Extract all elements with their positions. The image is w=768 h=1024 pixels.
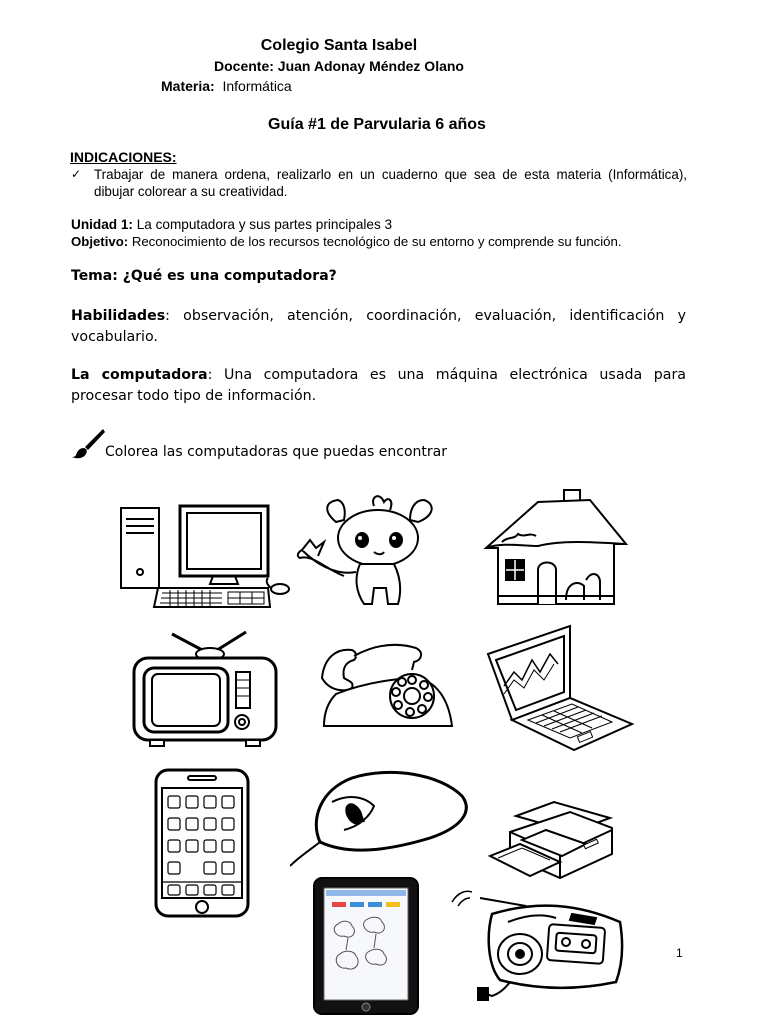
teacher-name: Docente: Juan Adonay Méndez Olano	[214, 58, 464, 74]
guide-title: Guía #1 de Parvularia 6 años	[268, 116, 486, 133]
school-name: Colegio Santa Isabel	[260, 37, 418, 54]
objective-text: Reconocimiento de los recursos tecnológico de su entorno y comprende su función.	[131, 234, 622, 249]
computer-definition	[71, 365, 686, 407]
subject-value: Informática	[222, 78, 292, 94]
unit-label: Unidad 1:	[71, 217, 133, 232]
topic-text: : ¿Qué es una computadora?	[112, 268, 337, 284]
computer-mouse-image	[290, 770, 472, 870]
subject-line	[161, 78, 292, 94]
skills-text: : observación, atención, coordinación, evaluación, identificación y vocabulario.	[71, 308, 686, 345]
objective-line	[71, 233, 622, 250]
cartoon-cat-image	[294, 492, 454, 614]
skills-paragraph	[71, 306, 686, 348]
subject-label: Materia:	[161, 78, 215, 94]
rotary-telephone-image	[316, 638, 456, 734]
computer-label: La computadora	[71, 367, 208, 383]
indication-text: Trabajar de manera ordena, realizarlo en un cuaderno que sea de esta materia (Informática), dibujar colorear a su creatividad.	[94, 167, 687, 199]
objective-label: Objetivo:	[71, 234, 129, 249]
radio-cassette-image	[448, 886, 630, 1004]
computer-text: : Una computadora es una máquina electrónica usada para procesar todo tipo de información.	[71, 367, 686, 404]
indications-heading: INDICACIONES:	[70, 149, 177, 165]
laptop-image	[484, 624, 636, 752]
activity-instruction: Colorea las computadoras que puedas encontrar	[105, 444, 447, 460]
television-image	[128, 628, 280, 748]
printer-image	[486, 800, 620, 882]
indication-item	[71, 166, 687, 200]
paintbrush-icon	[72, 427, 106, 459]
skills-label: Habilidades	[71, 308, 166, 324]
page-number: 1	[676, 946, 683, 960]
smartphone-image	[150, 766, 254, 922]
unit-text: La computadora y sus partes principales 3	[136, 217, 393, 232]
topic-label: Tema	[71, 268, 113, 284]
checkmark-icon: ✓	[71, 167, 82, 181]
topic-line	[71, 268, 337, 284]
house-image	[482, 486, 630, 610]
unit-line	[71, 216, 392, 233]
desktop-computer-image	[118, 504, 293, 614]
tablet-image	[312, 876, 420, 1016]
